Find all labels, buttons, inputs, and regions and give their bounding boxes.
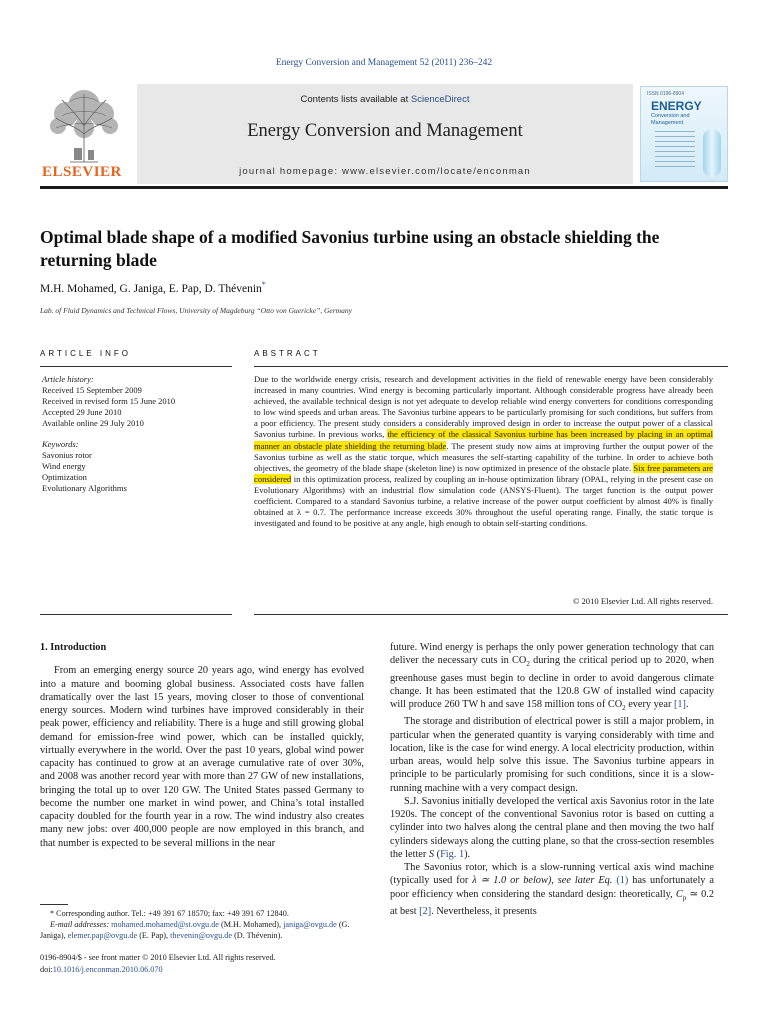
abstract-text	[254, 374, 713, 529]
abstract-bottom-rule	[254, 614, 728, 615]
keywords-label: Keywords:	[42, 439, 79, 449]
history-received: Received 15 September 2009	[42, 385, 142, 395]
cover-title: ENERGY	[651, 99, 702, 113]
cover-text-lines	[655, 131, 695, 171]
affiliation: Lab. of Fluid Dynamics and Technical Flows, University of Magdeburg “Otto von Guericke”, Germany	[40, 306, 352, 315]
keyword: Evolutionary Algorithms	[42, 483, 127, 493]
doi-line: doi:10.1016/j.enconman.2010.06.070	[40, 964, 163, 974]
abstract-part: in this optimization process, realized by coupling an in-house optimization library (OPAL, relying in the present case on Evolutionary Algorithms) with an industrial flow simulation code (ANSYS-Fluent). The target function is the output power coefficient. Compared to a standard Savonius turbine, a relative increase of the power output coefficient by almost 40% is finally obtained at λ = 0.7. The performance increase exceeds 30% throughout the useful operating range. Finally, the static torque is investigated and found to be positive at any angle, high enough to obtain self-starting conditions.	[254, 473, 713, 529]
abstract-top-rule	[254, 366, 728, 367]
contents-prefix: Contents lists available at	[300, 94, 411, 105]
abstract-copyright: © 2010 Elsevier Ltd. All rights reserved.	[572, 596, 713, 606]
history-online: Available online 29 July 2010	[42, 418, 144, 428]
abstract-part: . The present study now aims at improving further the output power of the Savonius turbine as well as the static torque, which measures the self-starting capability of the turbine. In order to achieve both objectives, the geometry of the blade shape (skeleton line) is now optimized in presence of the obstacle plate.	[254, 440, 713, 473]
abstract-part: Due to the worldwide energy crisis, research and development activities in the field of renewable energy have been considerably increased in many countries. Wind energy is becoming particularly important. Although considerable progress have already been achieved, the available technical design is not yet adequate to develop reliable wind energy converters for conditions corresponding to low wind speeds and urban areas. The Savonius turbine appears to be particularly promising for such conditions, but suffers from a poor efficiency. The present study considers a considerably improved design in order to increase the output power of a classical Savonius turbine. In previous works,	[254, 374, 713, 440]
paragraph: From an emerging energy source 20 years ago, wind energy has evolved into a mature and booming global business. Associated costs have fallen dramatically over the last 15 years, moving closer to those of conventional energy sources. Modern wind turbines have improved considerably in their peak power, efficiency and reliability. There is a huge and still growing global demand for emission-free wind power, which can be installed quickly, virtually everywhere in the world. Over the past 10 years, global wind power capacity has continued to grow at an average cumulative rate of over 30%, and 2008 was another record year with more than 27 GW of new installations, bringing the total up to over 120 GW. The United States passed Germany to become the number one market in wind power, and China’s total installed capacity doubled for the fourth year in a row. The wind industry also creates many new jobs: over 400,000 people are now employed in this branch, and that number is expected to be several millions in the near	[40, 665, 364, 849]
paragraph: future. Wind energy is perhaps the only power generation technology that can deliver the necessary cuts in $CO_2$ during the critical period up to 2020, when greenhouse gases must begin to decline in order to avoid dangerous climate change. It has been estimated that the 120.8 GW of installed wind capacity will produce 260 TW h and save 158 million tons of $CO_2$ every year [1].	[390, 642, 714, 713]
email-link[interactable]: mohamed.mohamed@st.ovgu.de	[111, 920, 219, 929]
left-column	[40, 641, 364, 850]
right-column	[390, 641, 714, 918]
journal-homepage[interactable]: journal homepage: www.elsevier.com/locate/enconman	[239, 166, 531, 177]
masthead-rule	[40, 186, 728, 189]
history-accepted: Accepted 29 June 2010	[42, 407, 122, 417]
front-matter-info	[40, 952, 276, 975]
keyword: Optimization	[42, 472, 87, 482]
section-heading-introduction: 1. Introduction	[40, 642, 107, 653]
footnote-rule	[40, 904, 68, 905]
publisher-name: ELSEVIER	[42, 164, 122, 180]
footnote: * Corresponding author. Tel.: +49 391 67 18570; fax: +49 391 67 12840. E-mail addresses: mohamed.mohamed@st.ovgu.de (M.H. Mohamed), janiga@ovgu.de (G. Janiga), elemer.pap@ovgu.de (E. Pap), thevenin@ovgu.de (D. Thévenin).	[40, 908, 364, 941]
article-info-bottom-rule	[40, 614, 232, 615]
elsevier-tree-icon	[40, 84, 128, 168]
masthead-box	[137, 84, 633, 184]
journal-citation[interactable]: Energy Conversion and Management 52 (2011) 236–242	[275, 58, 493, 68]
elsevier-logo[interactable]	[40, 84, 128, 184]
article-info	[42, 374, 232, 494]
issn-line: 0196-8904/$ - see front matter © 2010 Elsevier Ltd. All rights reserved.	[40, 953, 276, 962]
history-revised: Received in revised form 15 June 2010	[42, 396, 176, 406]
article-info-heading: ARTICLE INFO	[40, 349, 131, 358]
keyword: Savonius rotor	[42, 450, 92, 460]
highlighted-text[interactable]: the efficiency of the classical Savonius turbine has been increased by placing in an optimal manner an obstacle plate shielding the returning blade	[254, 429, 713, 451]
history-label: Article history:	[42, 374, 94, 384]
highlighted-text[interactable]: Six free parameters are considered	[254, 462, 713, 484]
equation-link[interactable]: (1)	[616, 875, 629, 887]
journal-masthead	[40, 84, 728, 184]
reference-link[interactable]: [1]	[673, 699, 686, 711]
corresponding-author-note: * Corresponding author. Tel.: +49 391 67 18570; fax: +49 391 67 12840.	[50, 909, 289, 918]
corresponding-author-mark[interactable]: *	[261, 280, 266, 289]
cover-subtitle: Conversion and Management	[651, 113, 690, 126]
article-info-top-rule	[40, 366, 232, 367]
abstract-heading: ABSTRACT	[254, 349, 321, 358]
article-title: Optimal blade shape of a modified Savonius turbine using an obstacle shielding the returning blade	[40, 227, 660, 270]
paragraph: The storage and distribution of electrical power is still a major problem, in particular when the generated quantity is varying considerably with time and location, like is the case for wind energy. A local electricity production, within urban areas, would help solve this issue. The Savonius turbine appears in principle to be particularly promising for such conditions, since it is a slow-running machine with a very compact design.	[390, 716, 714, 794]
paragraph: S.J. Savonius initially developed the vertical axis Savonius rotor in the late 1920s. The concept of the conventional Savonius rotor is based on cutting a cylinder into two halves along the central plane and then moving the two half cylinders sideways along the cutting plane, so that the cross-section resembles the letter S (Fig. 1).	[390, 795, 714, 860]
cover-issn: ISSN 0196-8904	[647, 91, 684, 97]
email-link[interactable]: janiga@ovgu.de	[283, 920, 337, 929]
email-link[interactable]: elemer.pap@ovgu.de	[67, 931, 138, 940]
doi-link[interactable]: 10.1016/j.enconman.2010.06.070	[52, 964, 163, 974]
authors-text: M.H. Mohamed, G. Janiga, E. Pap, D. Thévenin	[40, 282, 262, 295]
keyword: Wind energy	[42, 461, 86, 471]
cover-graphic	[703, 129, 721, 177]
paragraph: The Savonius rotor, which is a slow-running vertical axis wind machine (typically used for λ ≃ 1.0 or below), see later Eq. (1) has unfortunately a poor efficiency when considering the standard design: theoretically, $C_p$ ≃ 0.2 at best [2]. Nevertheless, it presents	[390, 862, 714, 917]
contents-line	[137, 94, 633, 105]
journal-cover-thumbnail[interactable]	[640, 86, 728, 182]
reference-link[interactable]: [2]	[419, 905, 432, 917]
author-list	[40, 280, 266, 295]
figure-link[interactable]: Fig. 1	[440, 848, 465, 860]
journal-title: Energy Conversion and Management	[247, 121, 523, 141]
email-link[interactable]: thevenin@ovgu.de	[170, 931, 233, 940]
sciencedirect-link[interactable]: ScienceDirect	[410, 94, 470, 105]
